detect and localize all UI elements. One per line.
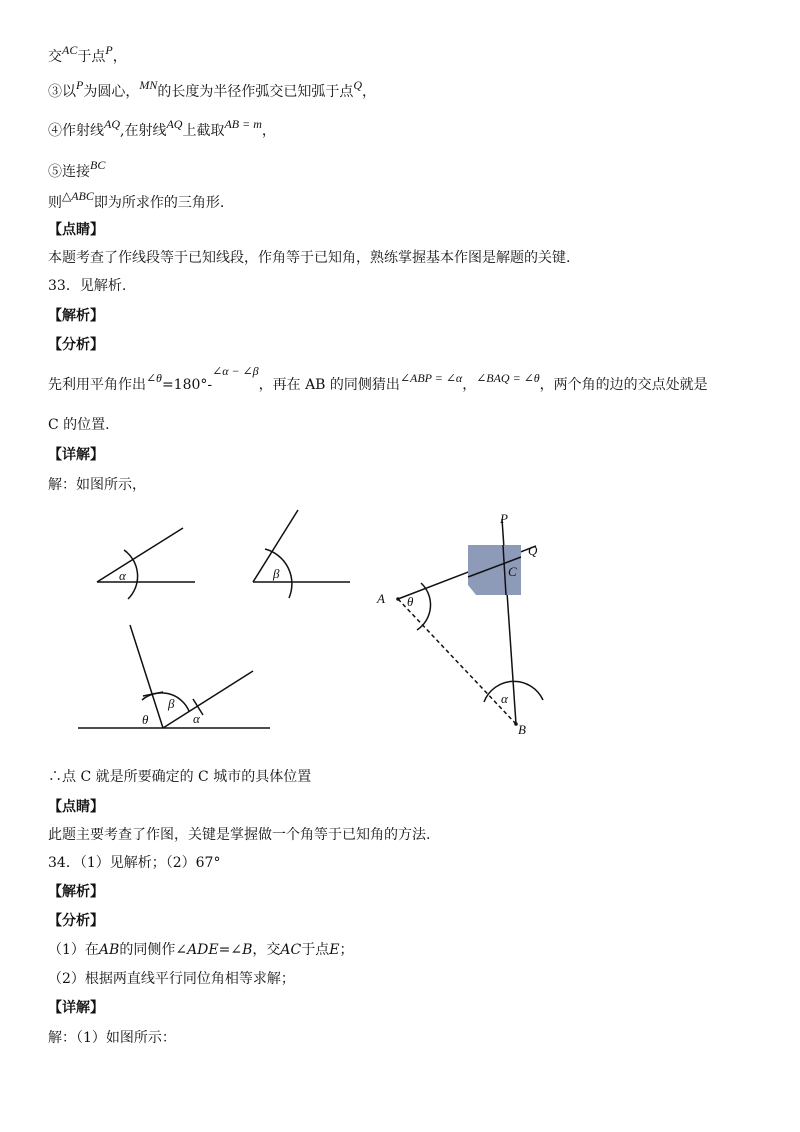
line-24: 解：（1）如图所示： [48,1030,176,1046]
question-34: 34．（1）见解析；（2）67° [48,855,221,871]
section-heading-dianjing: 【点睛】 [48,222,104,238]
section-heading-fenxi: 【分析】 [48,337,104,353]
point-p-label: P [500,511,508,526]
section-heading-xiangjie-2: 【详解】 [48,1000,104,1016]
alpha-label-2: α [193,711,200,726]
line-14: 解：如图所示， [48,477,146,493]
line-11: 先利用平角作出∠θ=180°-∠α − ∠β，再在 AB 的同侧猜出∠ABP = ∠α，∠BAQ = ∠θ，两个角的边的交点处就是 [48,364,708,393]
line-15: ∴点 C 就是所要确定的 C 城市的具体位置 [48,769,312,785]
line-1: 交AC于点P， [48,43,127,65]
line-17: 此题主要考查了作图，关键是掌握做一个角等于已知角的方法. [48,827,431,843]
beta-label-1: β [273,566,280,581]
point-a-label: A [377,591,385,606]
line-21: （1）在AB的同侧作∠ADE=∠B，交AC于点E； [48,942,354,958]
point-c-label: C [508,564,517,579]
line-2: ③以P为圆心，MN的长度为半径作弧交已知弧于点Q， [48,78,377,100]
line-3: ④作射线AQ,在射线AQ上截取AB = m， [48,117,276,139]
line-12: C 的位置. [48,417,110,433]
point-q-label: Q [528,543,538,558]
line-4: ⑤连接BC [48,158,106,180]
theta-label: θ [142,712,149,727]
line-7: 本题考查了作线段等于已知线段，作角等于已知角，熟练掌握基本作图是解题的关键. [48,250,571,266]
line-22: （2）根据两直线平行同位角相等求解； [48,971,295,987]
question-33: 33．见解析. [48,278,127,294]
construction-figure [70,505,570,745]
section-heading-dianjing-2: 【点睛】 [48,799,104,815]
point-b-label: B [518,722,526,737]
section-heading-fenxi-2: 【分析】 [48,913,104,929]
line-5: 则△ABC即为所求作的三角形. [48,189,225,211]
beta-label-2: β [168,696,175,711]
alpha-label-3: α [501,691,508,706]
section-heading-jiexi: 【解析】 [48,308,104,324]
section-heading-xiangjie: 【详解】 [48,447,104,463]
theta-label-2: θ [407,594,414,609]
alpha-label-1: α [119,568,126,583]
section-heading-jiexi-2: 【解析】 [48,884,104,900]
